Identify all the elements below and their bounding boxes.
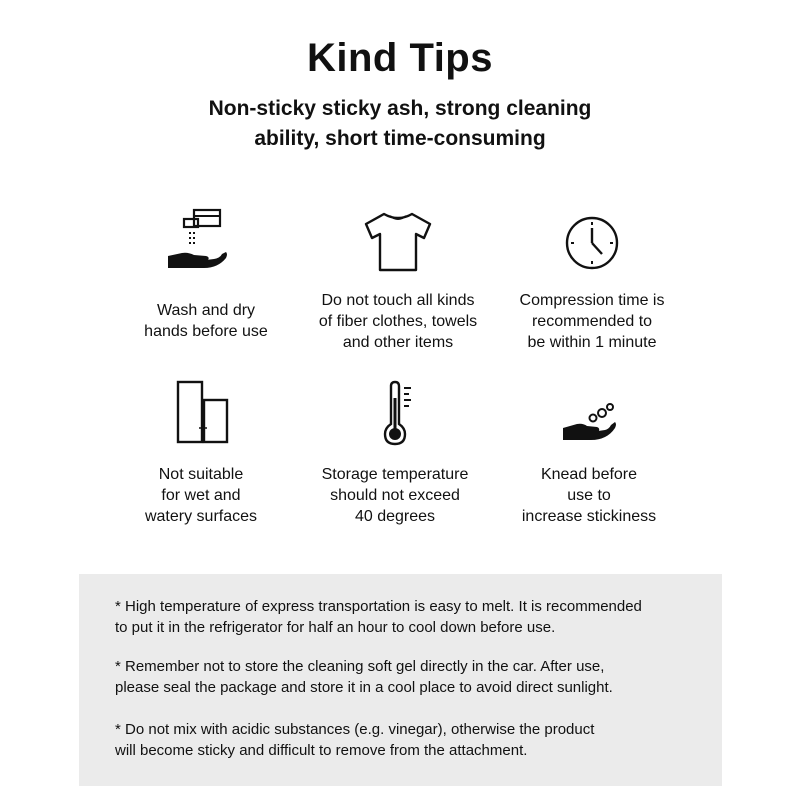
subtitle-line: Non-sticky sticky ash, strong cleaning [208, 97, 592, 120]
tip-label-line: Not suitable [158, 466, 244, 483]
tip-label [489, 464, 689, 527]
wet-surface-icon [151, 378, 251, 448]
page-title: Kind Tips [307, 36, 493, 80]
tip-label [295, 464, 495, 527]
thermometer-icon [345, 378, 445, 448]
note-line: * High temperature of express transportation is easy to melt. It is recommended [115, 598, 642, 615]
tip-label-line: should not exceed [330, 487, 460, 504]
subtitle-line: ability, short time-consuming [254, 127, 546, 150]
tip-label-line: recommended to [531, 313, 653, 330]
note-line: * Remember not to store the cleaning soft gel directly in the car. After use, [115, 658, 605, 675]
note-line: * Do not mix with acidic substances (e.g. vinegar), otherwise the product [115, 721, 595, 738]
note-line: to put it in the refrigerator for half an hour to cool down before use. [115, 619, 556, 636]
tip-label-line: for wet and [161, 487, 241, 504]
note-item [115, 656, 705, 698]
note-item [115, 596, 705, 638]
tip-label-line: increase stickiness [521, 508, 657, 525]
tip-label-line: Compression time is [519, 292, 665, 309]
tip-label-line: Storage temperature [321, 466, 469, 483]
note-line: please seal the package and store it in a cool place to avoid direct sunlight. [115, 679, 613, 696]
knead-hand-icon [539, 378, 639, 448]
note-line: will become sticky and difficult to remove from the attachment. [115, 742, 528, 759]
tip-label-line: be within 1 minute [527, 334, 657, 351]
tip-label-line: Knead before [540, 466, 638, 483]
tip-label-line: and other items [342, 334, 454, 351]
tip-label-line: watery surfaces [144, 508, 258, 525]
tip-label-line: Do not touch all kinds [321, 292, 475, 309]
tip-label-line: use to [567, 487, 611, 504]
tip-label [492, 290, 692, 353]
wash-hands-icon [156, 208, 256, 278]
note-item [115, 719, 705, 761]
shirt-icon [348, 208, 448, 278]
page-subtitle [150, 94, 650, 154]
tip-label-line: 40 degrees [354, 508, 436, 525]
tip-label [106, 300, 306, 342]
tip-label [298, 290, 498, 353]
tip-label-line: Wash and dry [156, 302, 256, 319]
tip-label [101, 464, 301, 527]
tip-label-line: hands before use [144, 323, 268, 340]
notes-panel [79, 574, 722, 786]
clock-icon [542, 208, 642, 278]
tip-label-line: of fiber clothes, towels [318, 313, 478, 330]
